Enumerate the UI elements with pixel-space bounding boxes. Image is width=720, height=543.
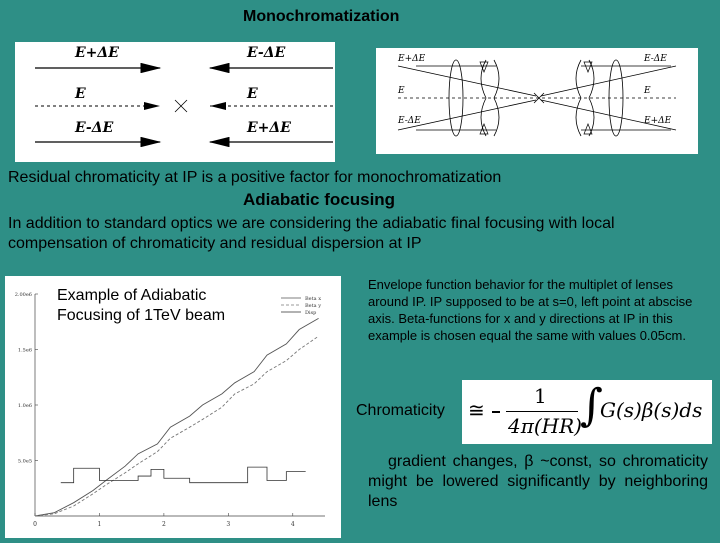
x-tick-label: 1 — [97, 521, 102, 528]
label-right-top: E-ΔE — [247, 45, 286, 61]
gradient-text: gradient changes, β ~const, so chromaticity might be lowered significantly by neighboring lens — [368, 453, 708, 510]
chromaticity-formula — [462, 380, 712, 444]
label-right-mid: E — [247, 86, 258, 102]
label-r-left-bot: E-ΔE — [398, 116, 421, 126]
formula-numerator: 1 — [534, 384, 547, 408]
label-right-bot: E+ΔE — [247, 120, 291, 136]
x-tick-label: 3 — [226, 521, 231, 528]
formula-integral-sign: ∫ — [580, 380, 603, 431]
residual-chromaticity-text: Residual chromaticity at IP is a positive factor for monochromatization — [8, 169, 502, 186]
label-r-left-top: E+ΔE — [398, 54, 426, 64]
y-tick-label: 5.0e5 — [17, 458, 32, 465]
label-r-right-bot: E+ΔE — [644, 116, 672, 126]
x-tick-label: 4 — [290, 521, 295, 528]
series-line-beta-x — [35, 318, 319, 516]
formula-denominator: 4π(HR) — [508, 414, 582, 438]
series-line-beta-y — [35, 336, 319, 516]
example-label: Example of Adiabatic Focusing of 1TeV beam — [57, 287, 226, 324]
envelope-plot — [5, 276, 341, 538]
label-left-mid: E — [75, 86, 86, 102]
formula-minus — [492, 411, 500, 413]
y-tick-label: 2.00e6 — [14, 292, 32, 298]
label-left-bot: E-ΔE — [75, 120, 114, 136]
legend-label: Beta x — [305, 296, 322, 302]
section-subtitle: Adiabatic focusing — [243, 190, 396, 209]
label-r-right-top: E-ΔE — [644, 54, 667, 64]
y-tick-label: 1.5e6 — [17, 347, 32, 354]
intro-text: In addition to standard optics we are considering the adiabatic final focusing with local compensation of chromaticity and residual dispersion at IP — [8, 215, 615, 252]
x-tick-label: 0 — [33, 521, 37, 528]
formula-fraction-bar — [506, 411, 578, 412]
label-r-left-mid: E — [398, 86, 405, 96]
label-r-right-mid: E — [644, 86, 651, 96]
series-line-disp — [61, 467, 306, 483]
label-left-top: E+ΔE — [75, 45, 119, 61]
legend-label: Disp — [305, 310, 317, 316]
chromaticity-label: Chromaticity — [356, 402, 445, 419]
legend-label: Beta y — [305, 303, 322, 309]
monochromatization-diagram-right — [376, 48, 698, 154]
formula-approx: ≅ — [468, 398, 485, 422]
envelope-description: Envelope function behavior for the multiplet of lenses around IP. IP supposed to be at s=0, left point at abscise axis. Beta-functions for x and y directions at IP in this example is chosen equal the same with values 0.05cm. — [368, 277, 693, 343]
x-tick-label: 2 — [161, 521, 166, 528]
y-tick-label: 1.0e6 — [17, 403, 32, 409]
slide-title: Monochromatization — [243, 8, 400, 25]
formula-integrand: G(s)β(s)ds — [600, 398, 703, 422]
monochromatization-diagram-left — [15, 42, 335, 162]
